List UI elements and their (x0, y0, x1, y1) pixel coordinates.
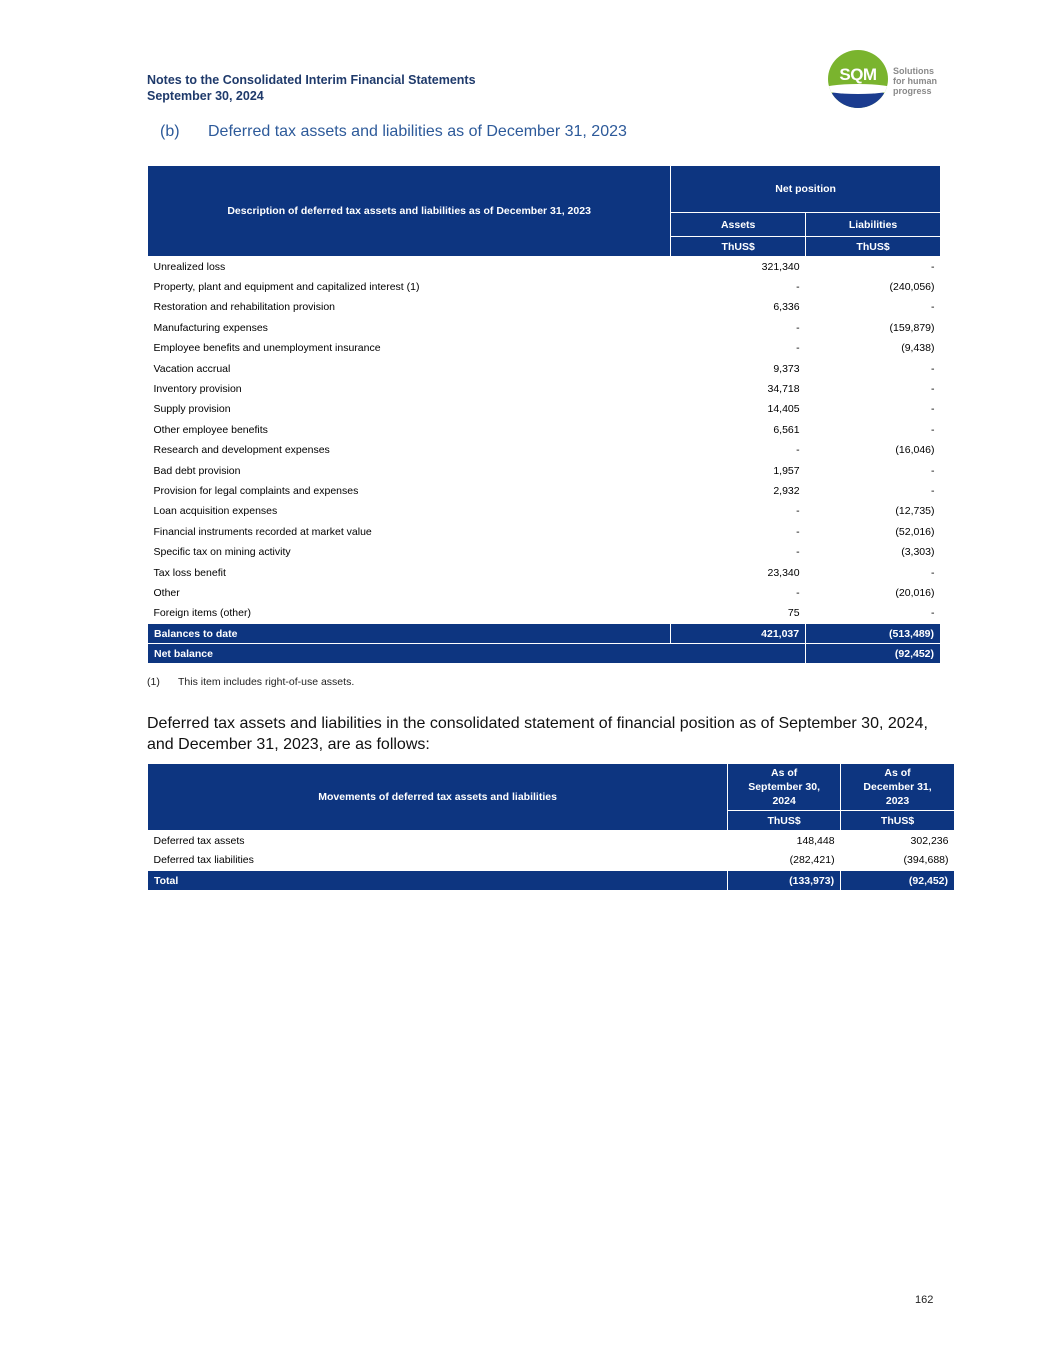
cell-liabilities: (52,016) (895, 525, 935, 538)
cell-liabilities: - (931, 423, 935, 436)
table1-unit-liabilities: ThUS$ (806, 237, 941, 257)
page-number: 162 (915, 1294, 934, 1306)
balances-assets: 421,037 (671, 624, 806, 644)
cell-liabilities: (240,056) (889, 281, 935, 294)
cell-liabilities: - (931, 383, 935, 396)
table1-description-header: Description of deferred tax assets and liabilities as of December 31, 2023 (148, 166, 671, 257)
table-row (148, 399, 941, 419)
cell-label: Research and development expenses (153, 444, 330, 457)
table-row (148, 542, 941, 562)
table-row (148, 583, 941, 603)
table2-col2-line2: December 31, (863, 781, 932, 793)
table2-col1-header (728, 764, 841, 811)
cell-label: Manufacturing expenses (153, 321, 268, 334)
document-title-line2: September 30, 2024 (147, 89, 264, 103)
cell-assets: - (796, 546, 800, 559)
table-row (148, 831, 955, 851)
table-row (148, 481, 941, 501)
cell-assets: 6,561 (773, 423, 800, 436)
table1-liabilities-header: Liabilities (806, 213, 941, 237)
section-title: Deferred tax assets and liabilities as of December 31, 2023 (208, 123, 627, 140)
intro-paragraph: Deferred tax assets and liabilities in the consolidated statement of financial position as of September 30, 2024, and December 31, 2023, are as follows: (147, 715, 928, 753)
cell-assets: 1,957 (773, 464, 800, 477)
cell-liabilities: (16,046) (895, 444, 935, 457)
table2-col1-line3: 2024 (772, 795, 796, 807)
cell-liabilities: - (931, 566, 935, 579)
cell-label: Other (153, 586, 180, 599)
table2-total-col2: (92,452) (841, 871, 955, 891)
cell-liabilities: - (931, 301, 935, 314)
sqm-logo (828, 50, 948, 110)
cell-liabilities: - (931, 464, 935, 477)
cell-label: Loan acquisition expenses (153, 505, 278, 518)
cell-label: Property, plant and equipment and capitalized interest (1) (153, 281, 420, 294)
cell-label: Supply provision (153, 403, 231, 416)
cell-liabilities: (12,735) (895, 505, 935, 518)
cell-liabilities: (9,438) (901, 342, 935, 355)
table-row (148, 257, 941, 277)
table2-unit-col1: ThUS$ (728, 811, 841, 831)
cell-label: Restoration and rehabilitation provision (153, 301, 336, 314)
cell-liabilities: (20,016) (895, 586, 935, 599)
cell-assets: 23,340 (767, 566, 800, 579)
logo-text: SQM (839, 65, 877, 84)
cell-assets: - (796, 525, 800, 538)
table2-description-header: Movements of deferred tax assets and liabilities (148, 764, 728, 831)
table-row (148, 851, 955, 871)
cell-assets: 75 (787, 607, 800, 620)
cell-liabilities: - (931, 362, 935, 375)
cell-label: Unrealized loss (153, 260, 226, 273)
table2-col1-line2: September 30, (748, 781, 821, 793)
table-row (148, 420, 941, 440)
logo-tagline-1: Solutions (893, 66, 934, 76)
cell-col1: 148,448 (796, 834, 835, 847)
table-row (148, 440, 941, 460)
footnote (147, 676, 354, 688)
cell-label: Bad debt provision (153, 464, 241, 477)
logo-tagline-3: progress (893, 86, 932, 96)
movements-table (147, 763, 955, 891)
table-row (148, 562, 941, 582)
cell-label: Deferred tax liabilities (153, 854, 254, 867)
cell-col2: (394,688) (903, 854, 949, 867)
cell-assets: - (796, 505, 800, 518)
cell-liabilities: - (931, 484, 935, 497)
balances-liabilities: (513,489) (806, 624, 941, 644)
cell-col2: 302,236 (910, 834, 949, 847)
cell-assets: - (796, 444, 800, 457)
cell-liabilities: (3,303) (901, 546, 935, 559)
section-letter: (b) (160, 123, 180, 140)
table-row (148, 522, 941, 542)
cell-label: Other employee benefits (153, 423, 268, 436)
table1-unit-assets: ThUS$ (671, 237, 806, 257)
cell-label: Foreign items (other) (153, 607, 251, 620)
table-row (148, 379, 941, 399)
cell-label: Deferred tax assets (153, 834, 245, 847)
document-title-line1: Notes to the Consolidated Interim Financial Statements (147, 73, 476, 87)
cell-label: Specific tax on mining activity (153, 546, 291, 559)
table-row (148, 338, 941, 358)
table2-total-label: Total (148, 871, 728, 891)
cell-liabilities: (159,879) (889, 321, 935, 334)
cell-label: Tax loss benefit (153, 566, 226, 579)
cell-assets: - (796, 342, 800, 355)
cell-label: Financial instruments recorded at market value (153, 525, 372, 538)
table2-col2-line3: 2023 (885, 795, 910, 807)
cell-assets: - (796, 586, 800, 599)
table2-unit-col2: ThUS$ (841, 811, 955, 831)
table-row (148, 501, 941, 521)
cell-assets: 6,336 (773, 301, 800, 314)
cell-label: Provision for legal complaints and expenses (153, 484, 359, 497)
table2-col2-header (841, 764, 955, 811)
net-balance-label: Net balance (148, 644, 806, 664)
cell-col1: (282,421) (789, 854, 835, 867)
cell-liabilities: - (931, 607, 935, 620)
table2-col2-line1: As of (884, 767, 911, 779)
logo-tagline (893, 66, 953, 96)
cell-assets: - (796, 321, 800, 334)
table-row (148, 318, 941, 338)
cell-assets: 321,340 (761, 260, 800, 273)
table-row (148, 277, 941, 297)
cell-assets: 9,373 (773, 362, 800, 375)
footnote-text: This item includes right-of-use assets. (178, 676, 355, 688)
logo-tagline-2: for human (893, 76, 937, 86)
logo-circle (828, 50, 888, 108)
cell-label: Inventory provision (153, 383, 242, 396)
cell-label: Vacation accrual (153, 362, 231, 375)
table1-assets-header: Assets (671, 213, 806, 237)
cell-assets: - (796, 281, 800, 294)
table2-col1-line1: As of (771, 767, 798, 779)
table1-net-position-header: Net position (671, 166, 941, 213)
logo-wave-highlight (828, 84, 888, 94)
table2-total-col1: (133,973) (728, 871, 841, 891)
cell-liabilities: - (931, 403, 935, 416)
balances-label: Balances to date (148, 624, 671, 644)
table-row (148, 603, 941, 623)
cell-assets: 34,718 (767, 383, 800, 396)
cell-assets: 14,405 (767, 403, 800, 416)
table-row (148, 358, 941, 378)
deferred-tax-table (147, 165, 941, 664)
section-heading (160, 123, 627, 141)
footnote-marker: (1) (147, 676, 160, 688)
cell-liabilities: - (931, 260, 935, 273)
cell-assets: 2,932 (773, 484, 800, 497)
document-title (147, 72, 476, 104)
table-row (148, 460, 941, 480)
cell-label: Employee benefits and unemployment insurance (153, 342, 381, 355)
net-balance-value: (92,452) (806, 644, 941, 664)
table-row (148, 297, 941, 317)
